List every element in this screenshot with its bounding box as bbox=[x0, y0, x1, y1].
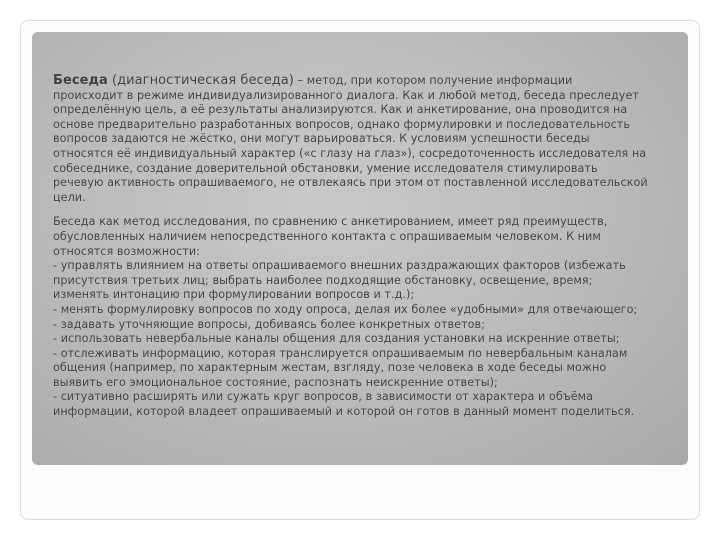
text-line: – метод, при котором получение информации bbox=[293, 74, 573, 87]
text-line: относятся возможности: bbox=[53, 244, 201, 258]
term-parenthetical: (диагностическая беседа) bbox=[107, 73, 294, 88]
list-item-line: - ситуативно расширять или сужать круг вопросов, в зависимости от характера и объёма bbox=[53, 390, 594, 404]
list-item-line: - управлять влиянием на ответы опрашиваемого внешних раздражающих факторов (избежать bbox=[53, 259, 626, 273]
list-item-line: общения (например, по характерным жестам, взгляду, позе человека в ходе беседы можно bbox=[53, 361, 607, 375]
list-item-line: - задавать уточняющие вопросы, добиваясь более конкретных ответов; bbox=[53, 317, 486, 331]
list-item-line: - менять формулировку вопросов по ходу опроса, делая их более «удобными» для отвечающего; bbox=[53, 302, 638, 316]
list-item-line: информации, которой владеет опрашиваемый и которой он готов в данный момент поделиться. bbox=[53, 405, 635, 419]
paragraph-definition bbox=[53, 74, 668, 205]
text-line: Беседа как метод исследования, по сравнению с анкетированием, имеет ряд преимуществ, bbox=[53, 215, 608, 229]
text-line: речевую активность опрашиваемого, не отвлекаясь при этом от поставленной исследовательской bbox=[53, 176, 648, 190]
list-item-line: присутствия третьих лиц; выбрать наиболее подходящие обстановку, освещение, время; bbox=[53, 273, 593, 287]
text-line: вопросов задаются не жёстко, они могут варьироваться. К условиям успешности беседы bbox=[53, 132, 590, 146]
list-item-line: - использовать невербальные каналы общения для создания установки на искренние ответы; bbox=[53, 332, 620, 346]
text-line: происходит в режиме индивидуализированного диалога. Как и любой метод, беседа преследует bbox=[53, 88, 639, 102]
list-item-line: - отслеживать информацию, которая транслируется опрашиваемым по невербальным каналам bbox=[53, 346, 628, 360]
list-item-line: выявить его эмоциональное состояние, распознать неискренние ответы); bbox=[53, 375, 498, 389]
text-line: собеседнике, создание доверительной обстановки, умение исследователя стимулировать bbox=[53, 161, 598, 175]
term-heading: Беседа bbox=[53, 73, 108, 88]
text-line: основе предварительно разработанных вопросов, однако формулировки и последовательность bbox=[53, 117, 631, 131]
text-line: цели. bbox=[53, 190, 86, 204]
paragraph-advantages bbox=[53, 215, 668, 419]
text-line: определённую цель, а её результаты анализируются. Как и анкетирование, она проводится на bbox=[53, 103, 628, 117]
content-panel bbox=[32, 32, 688, 465]
list-item-line: изменять интонацию при формулировании вопросов и т.д.); bbox=[53, 288, 415, 302]
text-line: относятся её индивидуальный характер («с глазу на глаз»), сосредоточенность исследователя на bbox=[53, 146, 647, 160]
definition-line-0 bbox=[53, 74, 668, 89]
text-line: обусловленных наличием непосредственного контакта с опрашиваемым человеком. К ним bbox=[53, 229, 601, 243]
